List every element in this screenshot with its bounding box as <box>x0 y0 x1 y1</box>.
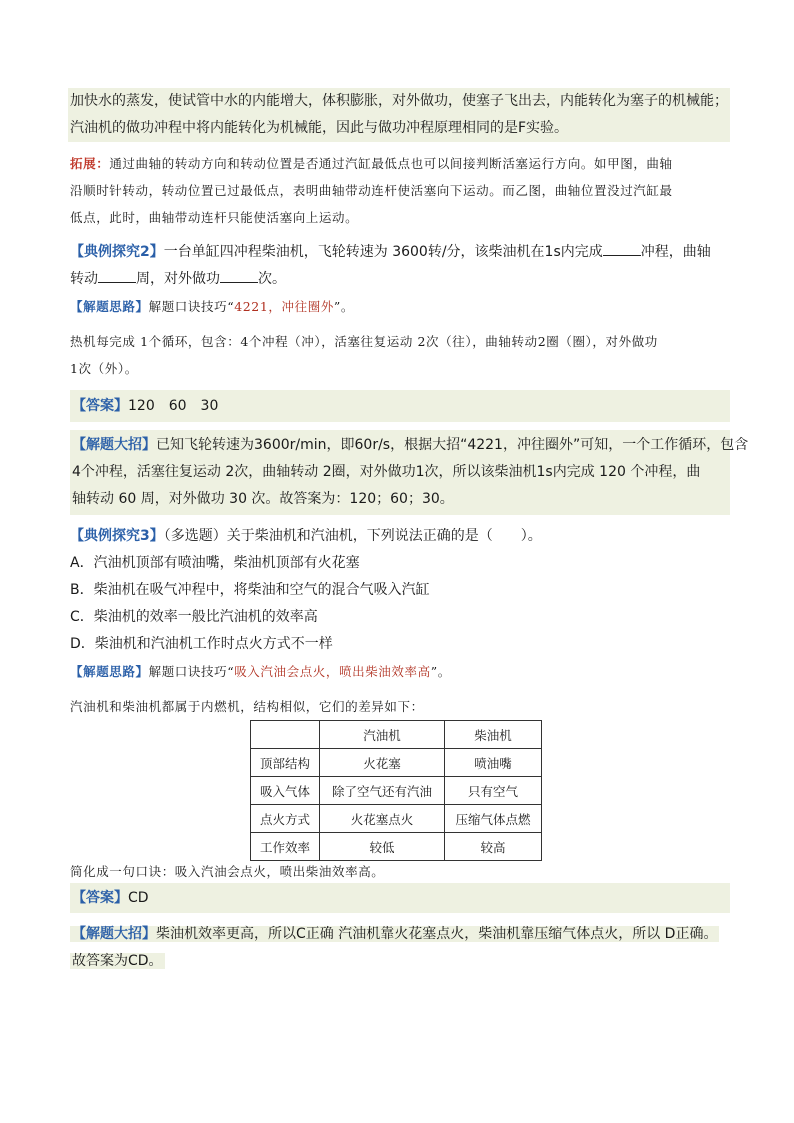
question-text: 次。 <box>258 271 286 287</box>
answer-text: CD <box>128 890 149 906</box>
comparison-table <box>250 720 542 861</box>
answer-tag: 【答案】 <box>72 890 128 906</box>
table-cell: 较高 <box>445 833 542 861</box>
hint-mnemonic: 4221，冲往圈外 <box>234 299 334 314</box>
answer-text: 120 60 30 <box>128 398 219 414</box>
option-b: B．柴油机在吸气冲程中，将柴油和空气的混合气吸入汽缸 <box>70 582 430 598</box>
answer-blank <box>98 268 136 283</box>
table-cell: 喷油嘴 <box>445 749 542 777</box>
table-cell: 只有空气 <box>445 777 542 805</box>
hint-text: 解题口诀技巧“ <box>148 299 235 314</box>
question-text: （多选题）关于柴油机和汽油机，下列说法正确的是（ ）。 <box>163 528 542 544</box>
answer-row <box>70 390 730 422</box>
explanation-line: 热机每完成 1个循环，包含：4个冲程（冲），活塞往复运动 2次（往），曲轴转动2圈（圈），对外做功 <box>70 334 658 349</box>
answer-blank <box>220 268 258 283</box>
summary-line: 简化成一句口诀：吸入汽油会点火，喷出柴油效率高。 <box>70 864 385 879</box>
extend-line: 通过曲轴的转动方向和转动位置是否通过汽缸最低点也可以间接判断活塞运行方向。如甲图，曲轴 <box>109 156 673 171</box>
solution-tag: 【解题大招】 <box>72 926 156 942</box>
table-header-cell: 柴油机 <box>445 721 542 749</box>
document-page <box>70 88 749 975</box>
solution-block <box>70 430 749 515</box>
example-tag: 【典例探究2】 <box>70 244 164 260</box>
table-cell: 较低 <box>320 833 445 861</box>
solution-line: 4个冲程，活塞往复运动 2次，曲轴转动 2圈，对外做功1次，所以该柴油机1s内完成 120 个冲程，曲 <box>72 464 701 480</box>
table-cell: 点火方式 <box>251 805 320 833</box>
solution-tag: 【解题大招】 <box>72 437 156 453</box>
solution-line: 故答案为CD。 <box>72 953 163 969</box>
hint-tag: 【解题思路】 <box>70 299 149 314</box>
option-c: C．柴油机的效率一般比汽油机的效率高 <box>70 609 318 625</box>
explanation-line: 汽油机和柴油机都属于内燃机，结构相似，它们的差异如下： <box>70 699 424 714</box>
table-row <box>251 805 542 833</box>
example-tag: 【典例探究3】 <box>70 528 164 544</box>
explanation-line: 1次（外）。 <box>70 361 138 376</box>
table-cell: 压缩气体点燃 <box>445 805 542 833</box>
hint-text: ”。 <box>333 299 355 314</box>
hint-text: ”。 <box>430 664 451 679</box>
table-row <box>251 777 542 805</box>
table-cell: 火花塞点火 <box>320 805 445 833</box>
hint-mnemonic: 吸入汽油会点火，喷出柴油效率高 <box>234 664 431 679</box>
answer-row <box>70 883 730 913</box>
solution-block <box>70 921 730 975</box>
table-row <box>251 833 542 861</box>
example-2 <box>70 239 749 515</box>
extend-line: 低点，此时，曲轴带动连杆只能使活塞向上运动。 <box>70 210 359 225</box>
table-header-cell: 汽油机 <box>320 721 445 749</box>
question-text: 冲程，曲轴 <box>640 244 711 260</box>
table-cell: 顶部结构 <box>251 749 320 777</box>
extend-line: 沿顺时针转动，转动位置已过最低点，表明曲轴带动连杆使活塞向下运动。而乙图，曲轴位置没过汽缸最 <box>70 183 673 198</box>
hint-text: 解题口诀技巧“ <box>148 664 235 679</box>
table-cell: 吸入气体 <box>251 777 320 805</box>
table-cell: 火花塞 <box>320 749 445 777</box>
solution-line: 柴油机效率更高，所以C正确 汽油机靠火花塞点火，柴油机靠压缩气体点火，所以 D正确。 <box>156 926 718 942</box>
table-cell <box>251 721 320 749</box>
option-a: A．汽油机顶部有喷油嘴，柴油机顶部有火花塞 <box>70 555 360 571</box>
solution-line: 轴转动 60 周，对外做功 30 次。故答案为：120；60；30。 <box>72 491 454 507</box>
intro-line: 加快水的蒸发，使试管中水的内能增大，体积膨胀，对外做功，使塞子飞出去，内能转化为塞子的机械能； <box>70 93 728 109</box>
hint-tag: 【解题思路】 <box>70 664 149 679</box>
table-header-row <box>251 721 542 749</box>
answer-tag: 【答案】 <box>72 398 128 414</box>
extend-label: 拓展： <box>70 156 110 171</box>
intro-block <box>68 88 730 142</box>
intro-line: 汽油机的做功冲程中将内能转化为机械能，因此与做功冲程原理相同的是F实验。 <box>70 120 569 136</box>
question-text: 一台单缸四冲程柴油机，飞轮转速为 3600转/分，该柴油机在1s内完成 <box>163 244 603 260</box>
question-text: 转动 <box>70 271 98 287</box>
solution-line: 已知飞轮转速为3600r/min，即60r/s，根据大招“4221，冲往圈外”可知，一个工作循环，包含 <box>156 437 749 453</box>
answer-blank <box>603 241 641 256</box>
table-row <box>251 749 542 777</box>
question-text: 周，对外做功 <box>136 271 220 287</box>
table-cell: 工作效率 <box>251 833 320 861</box>
example-3 <box>70 523 730 975</box>
extend-block <box>70 150 730 231</box>
table-cell: 除了空气还有汽油 <box>320 777 445 805</box>
option-d: D．柴油机和汽油机工作时点火方式不一样 <box>70 636 333 652</box>
